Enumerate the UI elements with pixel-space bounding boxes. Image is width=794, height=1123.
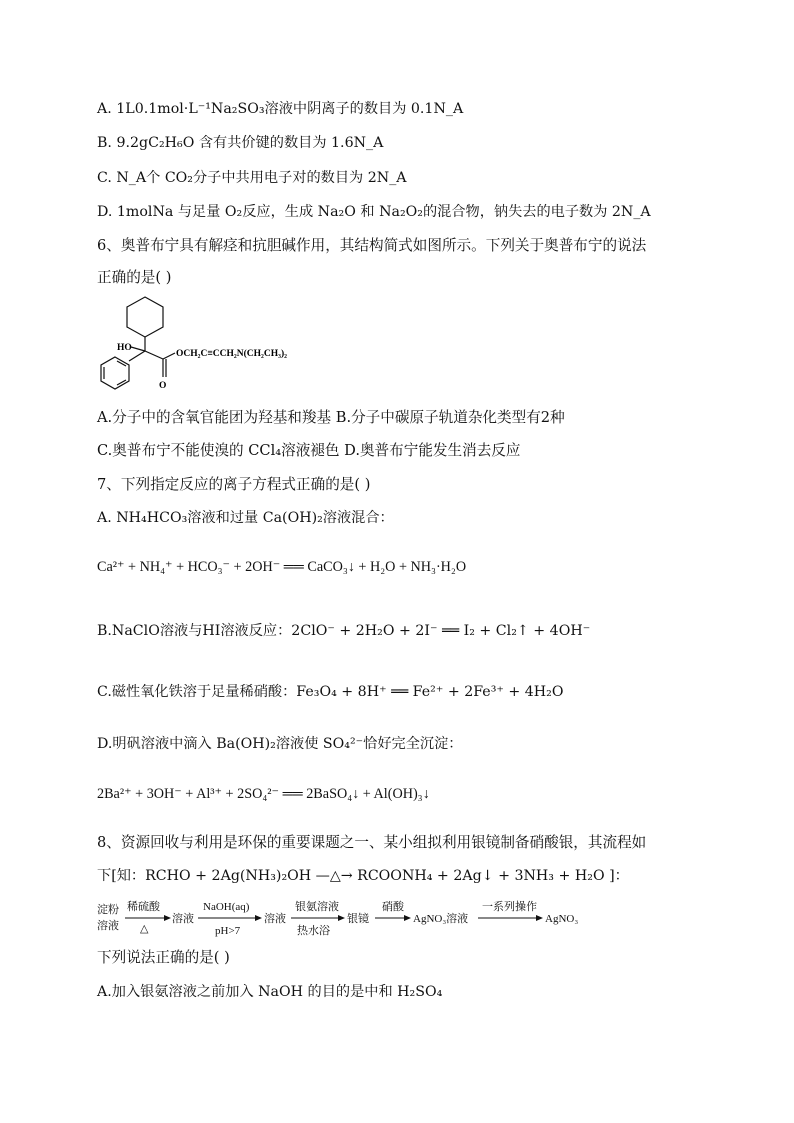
flow-start-line1: 淀粉 (97, 904, 119, 916)
q6-stem-line2: 正确的是( ) (97, 269, 172, 286)
flow-node1: 溶液 (172, 913, 194, 925)
q7-stem: 7、下列指定反应的离子方程式正确的是( ) (97, 476, 371, 493)
flow-arrow5-top: 一系列操作 (482, 901, 537, 913)
q7-option-a-equation: Ca²⁺ + NH₄⁺ + HCO₃⁻ + 2OH⁻ ══ CaCO₃↓ + H₂O + NH₃·H₂O (97, 559, 467, 575)
flow-arrow4-top: 硝酸 (382, 901, 404, 913)
q5-option-d: D. 1molNa 与足量 O₂反应，生成 Na₂O 和 Na₂O₂的混合物，钠失去的电子数为 2N_A (97, 204, 651, 220)
q7-option-a-text: A. NH₄HCO₃溶液和过量 Ca(OH)₂溶液混合： (97, 510, 394, 526)
q7-option-d-equation: 2Ba²⁺ + 3OH⁻ + Al³⁺ + 2SO₄²⁻ ══ 2BaSO₄↓ + Al(OH)₃↓ (97, 786, 430, 802)
q5-option-b: B. 9.2gC₂H₆O 含有共价键的数目为 1.6N_A (97, 135, 384, 151)
carbonyl-oxygen-label: O (159, 381, 167, 391)
flow-arrow1-top: 稀硫酸 (127, 901, 160, 913)
ester-chain-label: OCH₂C≡CCH₂N(CH₂CH₃)₂ (176, 349, 287, 359)
q8-stem-line2: 下[知：RCHO + 2Ag(NH₃)₂OH —△→ RCOONH₄ + 2Ag↓ + 3NH₃ + H₂O ]： (97, 868, 629, 884)
cyclohexane-ring (127, 297, 163, 337)
process-flow-diagram (95, 896, 695, 940)
flow-arrow2-bottom: pH>7 (215, 925, 241, 937)
q8-option-a: A.加入银氨溶液之前加入 NaOH 的目的是中和 H₂SO₄ (97, 984, 443, 1000)
flow-node2: 溶液 (264, 913, 286, 925)
flow-arrow2-top: NaOH(aq) (203, 901, 250, 913)
flow-node5: AgNO₃ (545, 913, 579, 925)
q8-stem-line1: 8、资源回收与利用是环保的重要课题之一、某小组拟利用银镜制备硝酸银，其流程如 (97, 834, 647, 851)
oxybutynin-structure-diagram (95, 295, 325, 403)
q7-option-c: C.磁性氧化铁溶于足量稀硝酸：Fe₃O₄ + 8H⁺ ══ Fe²⁺ + 2Fe³⁺ + 4H₂O (97, 684, 564, 700)
benzene-ring (101, 357, 129, 389)
hydroxyl-label: HO (117, 343, 132, 353)
q5-option-a: A. 1L0.1mol·L⁻¹Na₂SO₃溶液中阴离子的数目为 0.1N_A (97, 101, 464, 117)
q6-stem-line1: 6、奥普布宁具有解痉和抗胆碱作用，其结构简式如图所示。下列关于奥普布宁的说法 (97, 237, 647, 254)
q5-option-c: C. N_A个 CO₂分子中共用电子对的数目为 2N_A (97, 170, 407, 186)
flow-start-line2: 溶液 (97, 920, 119, 932)
flow-arrow1-bottom: △ (140, 923, 149, 935)
q8-ask: 下列说法正确的是( ) (97, 949, 230, 966)
flow-node4: AgNO₃溶液 (413, 913, 469, 925)
q7-option-d-text: D.明矾溶液中滴入 Ba(OH)₂溶液使 SO₄²⁻恰好完全沉淀： (97, 736, 463, 752)
flow-arrow3-top: 银氨溶液 (295, 901, 339, 913)
q6-options-cd: C.奥普布宁不能使溴的 CCl₄溶液褪色 D.奥普布宁能发生消去反应 (97, 442, 521, 459)
q7-option-b: B.NaClO溶液与HI溶液反应：2ClO⁻ + 2H₂O + 2I⁻ ══ I₂ + Cl₂↑ + 4OH⁻ (97, 623, 591, 639)
q6-options-ab: A.分子中的含氧官能团为羟基和羧基 B.分子中碳原子轨道杂化类型有2种 (97, 409, 565, 426)
flow-arrow3-bottom: 热水浴 (297, 925, 330, 937)
flow-node3: 银镜 (347, 913, 369, 925)
